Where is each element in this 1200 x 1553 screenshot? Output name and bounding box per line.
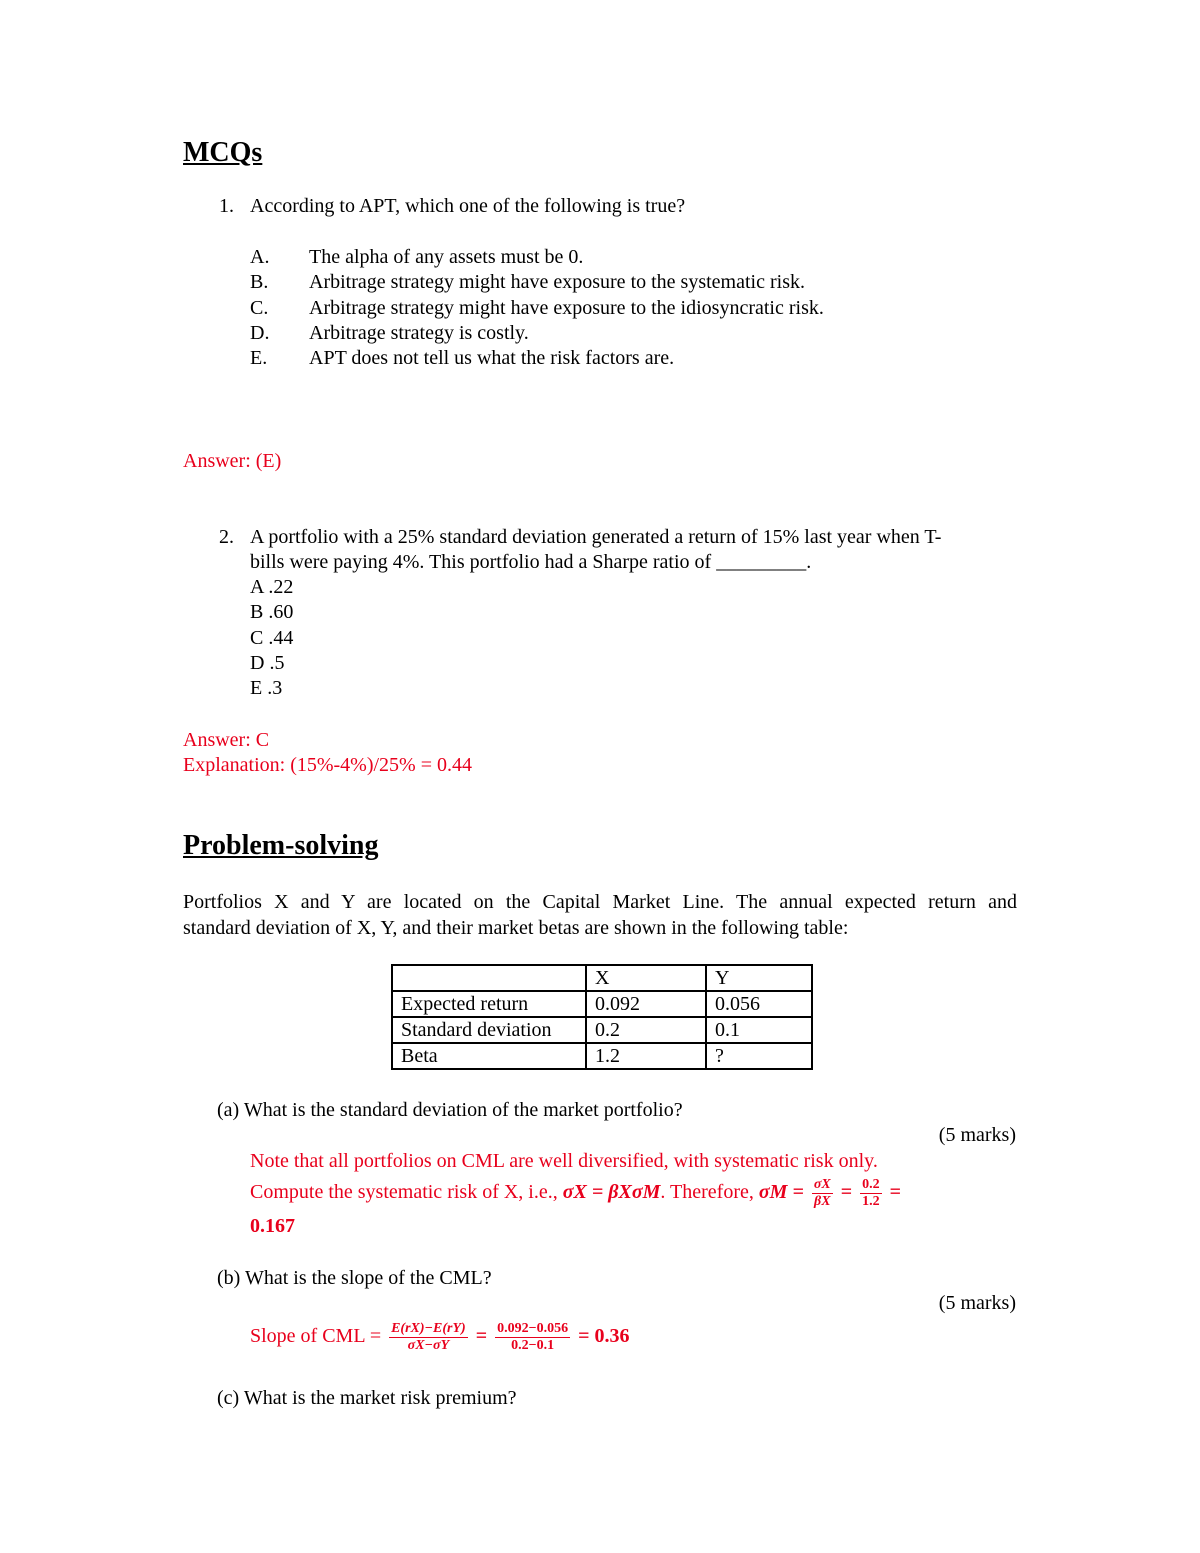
fraction-numerator: 0.2 [860,1177,882,1194]
q1-option-d-text: Arbitrage strategy is costly. [309,322,529,344]
q2-number: 2. [219,526,234,548]
table-row [392,991,812,1017]
part-b-fraction-numeric [495,1321,570,1354]
q2-text-line2: bills were paying 4%. This portfolio had a Sharpe ratio of _________. [250,551,812,573]
table-header-row [392,965,812,991]
q2-option-b: B .60 [250,601,294,623]
fraction-numerator: 0.092−0.056 [495,1321,570,1338]
q2-answer: Answer: C [183,729,270,751]
part-b-prefix: Slope of CML = [250,1325,382,1347]
table-cell: 0.092 [586,991,706,1017]
part-a-fraction-numeric [860,1177,882,1210]
fraction-numerator: σX [812,1177,833,1194]
q1-number: 1. [219,195,234,217]
part-a-sigma-m: σM = [758,1181,804,1203]
part-c-question: (c) What is the market risk premium? [217,1387,517,1409]
q2-option-d: D .5 [250,652,285,674]
q1-option-a-text: The alpha of any assets must be 0. [309,246,584,268]
mcq-heading: MCQs [183,137,263,168]
part-a-marks: (5 marks) [938,1124,1016,1146]
q1-option-c-letter: C. [250,297,269,319]
table-cell: 0.2 [586,1017,706,1043]
q2-option-e: E .3 [250,677,283,699]
table-cell: 0.1 [706,1017,812,1043]
q1-option-d-letter: D. [250,322,270,344]
q2-text-line1: A portfolio with a 25% standard deviation generated a return of 15% last year when T- [250,526,942,548]
part-a-equation: σX = βXσM [562,1181,661,1203]
problem-intro-line2: standard deviation of X, Y, and their market betas are shown in the following table: [183,917,849,939]
q1-option-b-text: Arbitrage strategy might have exposure to the systematic risk. [309,271,805,293]
problem-intro-line1: Portfolios X and Y are located on the Capital Market Line. The annual expected return and [183,891,1017,913]
part-a-answer-prefix: Compute the systematic risk of X, i.e., [250,1181,558,1203]
q2-option-c: C .44 [250,627,294,649]
fraction-denominator: σX−σY [407,1337,450,1353]
part-a-fraction-symbolic [812,1177,833,1210]
part-a-answer-line1: Note that all portfolios on CML are well diversified, with systematic risk only. [250,1150,878,1172]
part-a-question: (a) What is the standard deviation of the market portfolio? [217,1099,683,1121]
q1-option-b-letter: B. [250,271,269,293]
table-row [392,1017,812,1043]
table-cell: Beta [392,1043,586,1069]
table-cell: ? [706,1043,812,1069]
portfolio-table [391,964,813,1070]
q1-option-e-text: APT does not tell us what the risk factors are. [309,347,675,369]
table-header-cell: X [586,965,706,991]
table-header-cell: Y [706,965,812,991]
table-header-cell [392,965,586,991]
part-b-answer: Slope of CML = $\frac{E(rX)-E(rY)}{\sigma X-\sigma Y}$ = $\frac{0.092-0.056}{0.2-0.1}$ = 0.36 [250,1320,630,1353]
table-cell: 1.2 [586,1043,706,1069]
part-a-answer-line2: Compute the systematic risk of X, i.e., σX = βXσM. Therefore, σM = $\frac{\sigma X}{\beta X}$ = $\frac{0.2}{1.2}$ = [250,1176,902,1209]
q1-answer: Answer: (E) [183,450,282,472]
q1-option-e-letter: E. [250,347,268,369]
q1-option-a-letter: A. [250,246,270,268]
part-b-question: (b) What is the slope of the CML? [217,1267,492,1289]
fraction-denominator: 0.2−0.1 [511,1337,555,1353]
problem-heading: Problem-solving [183,830,379,861]
table-cell: Standard deviation [392,1017,586,1043]
part-a-therefore: . Therefore, [660,1181,754,1203]
q1-text: According to APT, which one of the following is true? [250,195,686,217]
part-b-marks: (5 marks) [938,1292,1016,1314]
table-cell: 0.056 [706,991,812,1017]
part-b-fraction-symbolic [389,1321,468,1354]
fraction-denominator: βX [814,1193,831,1209]
part-a-result: 0.167 [250,1215,295,1237]
table-row [392,1043,812,1069]
q2-option-a: A .22 [250,576,294,598]
fraction-denominator: 1.2 [862,1193,880,1209]
table-cell: Expected return [392,991,586,1017]
q2-explanation: Explanation: (15%-4%)/25% = 0.44 [183,754,472,776]
part-b-result: = 0.36 [578,1325,630,1347]
q1-option-c-text: Arbitrage strategy might have exposure to the idiosyncratic risk. [309,297,824,319]
fraction-numerator: E(rX)−E(rY) [389,1321,468,1338]
